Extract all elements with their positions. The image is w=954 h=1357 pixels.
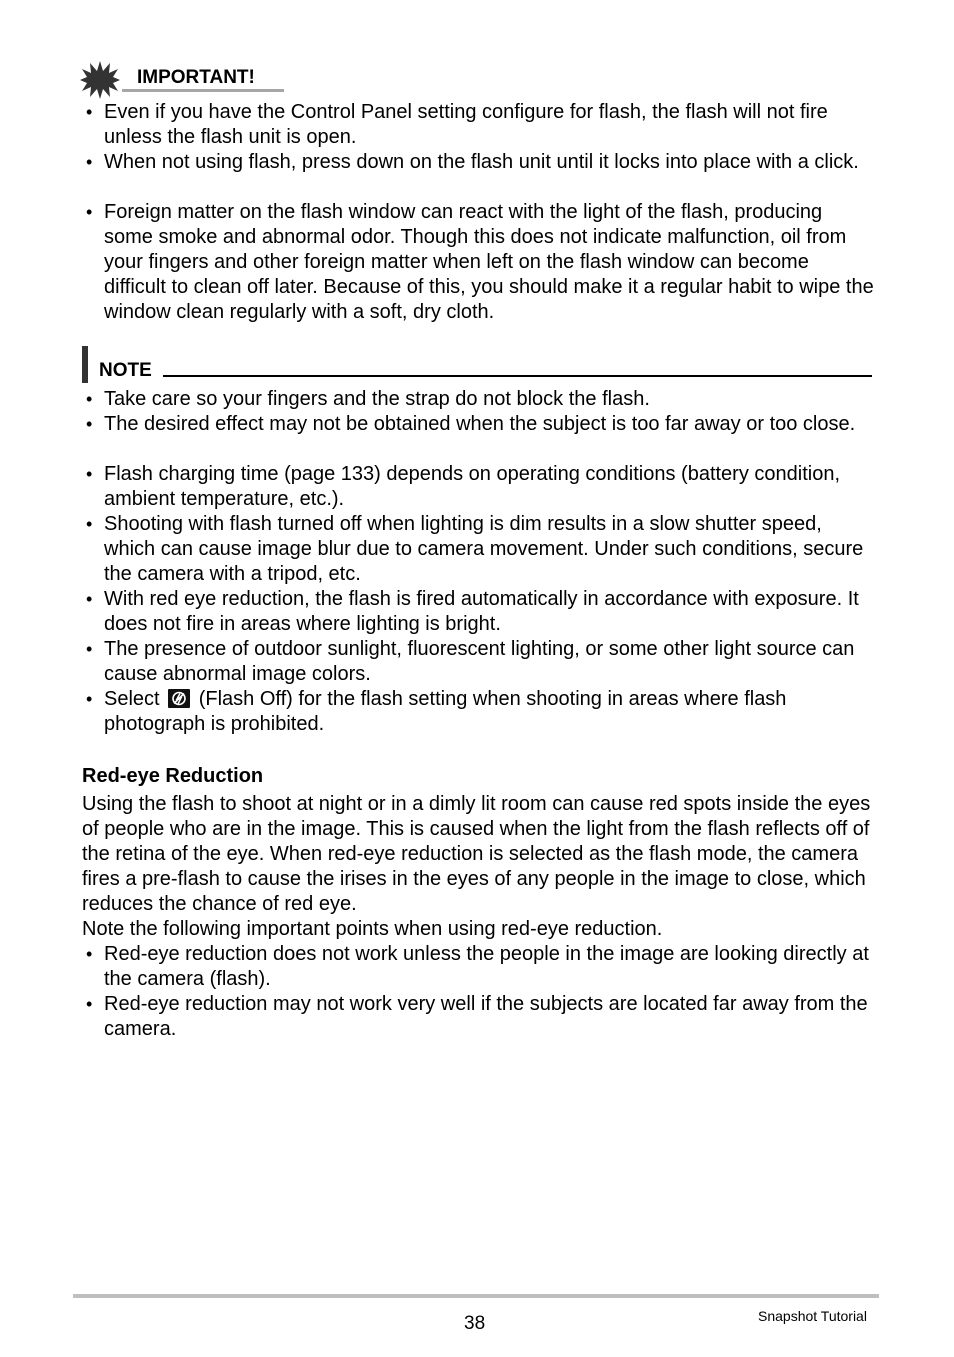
note-item: Shooting with flash turned off when lighting is dim results in a slow shutter speed, which can cause image blur due to camera movement. Under such conditions, secure the camera with a tripod, etc. <box>104 513 864 585</box>
note-rule <box>163 375 872 377</box>
intro-paragraph: Note the following important points when using red-eye reduction. <box>82 918 663 940</box>
bullet: • <box>86 514 93 534</box>
important-item: Foreign matter on the flash window can react with the light of the flash, producing some smoke and abnormal odor. Though this does not indicate malfunction, oil from your fingers and other foreign matter when left on the flash window can become difficult to clean off later. Because of this, you should make it a regular habit to wipe the window clean regularly with a soft, dry cloth. <box>104 201 874 323</box>
body-paragraph: Using the flash to shoot at night or in a dimly lit room can cause red spots inside the eyes of people who are in the image. This is caused when the light from the flash reflects off of the retina of the eye. When red-eye reduction is selected as the flash mode, the camera fires a pre-flash to cause the irises in the eyes of any people in the image to close, which reduces the chance of red eye. <box>82 793 871 915</box>
red-eye-item: Red-eye reduction does not work unless the people in the image are looking directly at the camera (flash). <box>104 943 869 990</box>
important-underline <box>122 89 284 92</box>
note-item: Take care so your fingers and the strap do not block the flash. <box>104 388 650 410</box>
section-label: Snapshot Tutorial <box>758 1308 867 1324</box>
note-item-text: (Flash Off) for the flash setting when shooting in areas where flash photograph is prohibited. <box>104 688 787 735</box>
bullet: • <box>86 464 93 484</box>
bullet: • <box>86 944 93 964</box>
important-item: Even if you have the Control Panel setting configure for flash, the flash will not fire unless the flash unit is open. <box>104 101 828 148</box>
bullet: • <box>86 389 93 409</box>
bullet: • <box>86 152 93 172</box>
note-item-flash-off <box>104 687 874 737</box>
note-item: The desired effect may not be obtained when the subject is too far away or too close. <box>104 413 856 435</box>
note-item: The presence of outdoor sunlight, fluorescent lighting, or some other light source can cause abnormal image colors. <box>104 638 855 685</box>
bullet: • <box>86 589 93 609</box>
section-heading: Red-eye Reduction <box>82 765 264 787</box>
note-bar-icon <box>82 346 88 383</box>
flash-off-icon <box>168 689 190 708</box>
footer-rule <box>73 1294 879 1298</box>
note-item-text: Select <box>104 688 160 710</box>
note-item: With red eye reduction, the flash is fired automatically in accordance with exposure. It does not fire in areas where lighting is bright. <box>104 588 859 635</box>
red-eye-item: Red-eye reduction may not work very well if the subjects are located far away from the camera. <box>104 993 868 1040</box>
note-heading: NOTE <box>99 360 152 381</box>
important-heading: IMPORTANT! <box>137 67 255 88</box>
bullet: • <box>86 994 93 1014</box>
important-item: When not using flash, press down on the flash unit until it locks into place with a click. <box>104 151 859 173</box>
important-burst-icon <box>80 60 120 100</box>
bullet: • <box>86 689 93 709</box>
bullet: • <box>86 102 93 122</box>
page-number: 38 <box>464 1313 486 1334</box>
bullet: • <box>86 414 93 434</box>
bullet: • <box>86 202 93 222</box>
bullet: • <box>86 639 93 659</box>
note-item: Flash charging time (page 133) depends on operating conditions (battery condition, ambient temperature, etc.). <box>104 463 841 510</box>
